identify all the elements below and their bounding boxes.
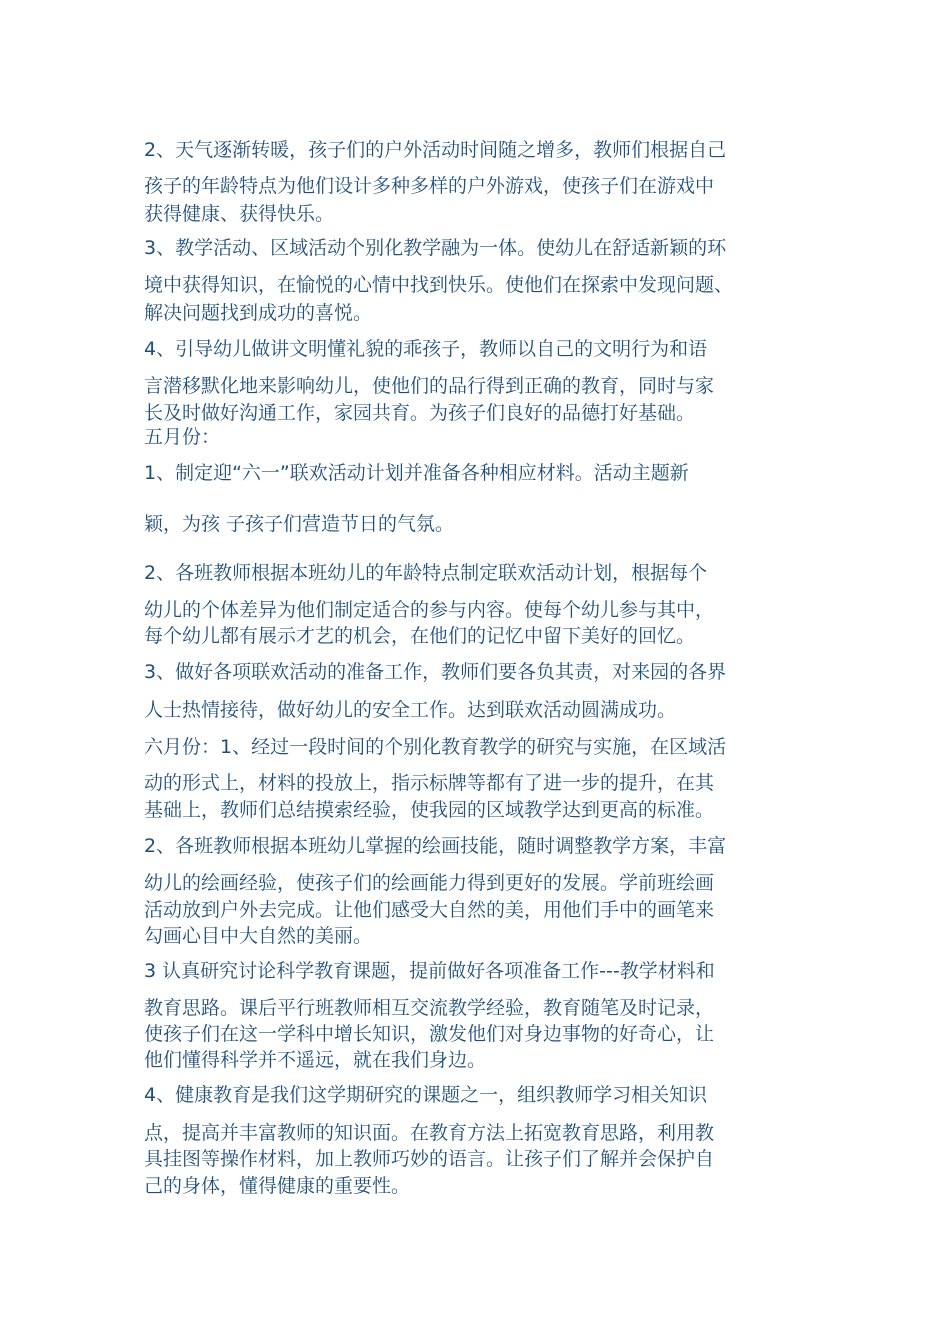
text-line: 言潜移默化地来影响幼儿，使他们的品行得到正确的教育，同时与家 [144,375,715,397]
text-line: 他们懂得科学并不遥远，就在我们身边。 [144,1049,487,1071]
text-line: 3 认真研究讨论科学教育课题，提前做好各项准备工作---教学材料和 [144,960,715,982]
text-line: 颖，为孩 子孩子们营造节日的气氛。 [144,513,455,535]
text-line: 孩子的年龄特点为他们设计多种多样的户外游戏，使孩子们在游戏中 [144,175,715,197]
text-line: 2、各班教师根据本班幼儿的年龄特点制定联欢活动计划，根据每个 [144,562,708,584]
text-line: 1、制定迎“六一”联欢活动计划并准备各种相应材料。活动主题新 [144,462,689,484]
text-line: 幼儿的绘画经验，使孩子们的绘画能力得到更好的发展。学前班绘画 [144,872,715,894]
text-line: 长及时做好沟通工作，家园共育。为孩子们良好的品德打好基础。 [144,402,696,424]
text-line: 活动放到户外去完成。让他们感受大自然的美，用他们手中的画笔来 [144,899,715,921]
text-line: 2、天气逐渐转暖，孩子们的户外活动时间随之增多，教师们根据自己 [144,139,727,161]
text-line: 使孩子们在这一学科中增长知识，激发他们对身边事物的好奇心，让 [144,1023,715,1045]
text-line: 人士热情接待，做好幼儿的安全工作。达到联欢活动圆满成功。 [144,699,677,721]
text-line: 境中获得知识，在愉悦的心情中找到快乐。使他们在探索中发现问题、 [144,274,734,296]
text-line: 每个幼儿都有展示才艺的机会，在他们的记忆中留下美好的回忆。 [144,625,696,647]
text-line: 3、教学活动、区域活动个别化教学融为一体。使幼儿在舒适新颖的环 [144,237,727,259]
text-line: 4、健康教育是我们这学期研究的课题之一，组织教师学习相关知识 [144,1084,708,1106]
text-line: 勾画心目中大自然的美丽。 [144,925,373,947]
text-line: 2、各班教师根据本班幼儿掌握的绘画技能，随时调整教学方案，丰富 [144,835,727,857]
text-line: 获得健康、获得快乐。 [144,203,335,225]
text-line: 五月份： [144,426,221,448]
text-line: 教育思路。课后平行班教师相互交流教学经验，教育随笔及时记录， [144,997,715,1019]
text-line: 六月份：1、经过一段时间的个别化教育教学的研究与实施，在区域活 [144,736,727,758]
text-line: 点，提高并丰富教师的知识面。在教育方法上拓宽教育思路，利用教 [144,1122,715,1144]
text-line: 己的身体，懂得健康的重要性。 [144,1175,411,1197]
text-line: 解决问题找到成功的喜悦。 [144,302,373,324]
text-line: 基础上，教师们总结摸索经验，使我园的区域教学达到更高的标准。 [144,799,715,821]
text-line: 动的形式上，材料的投放上，指示标牌等都有了进一步的提升，在其 [144,772,715,794]
text-line: 4、引导幼儿做讲文明懂礼貌的乖孩子，教师以自己的文明行为和语 [144,338,708,360]
text-line: 具挂图等操作材料，加上教师巧妙的语言。让孩子们了解并会保护自 [144,1148,715,1170]
text-line: 3、做好各项联欢活动的准备工作，教师们要各负其责，对来园的各界 [144,661,727,683]
text-line: 幼儿的个体差异为他们制定适合的参与内容。使每个幼儿参与其中， [144,599,715,621]
